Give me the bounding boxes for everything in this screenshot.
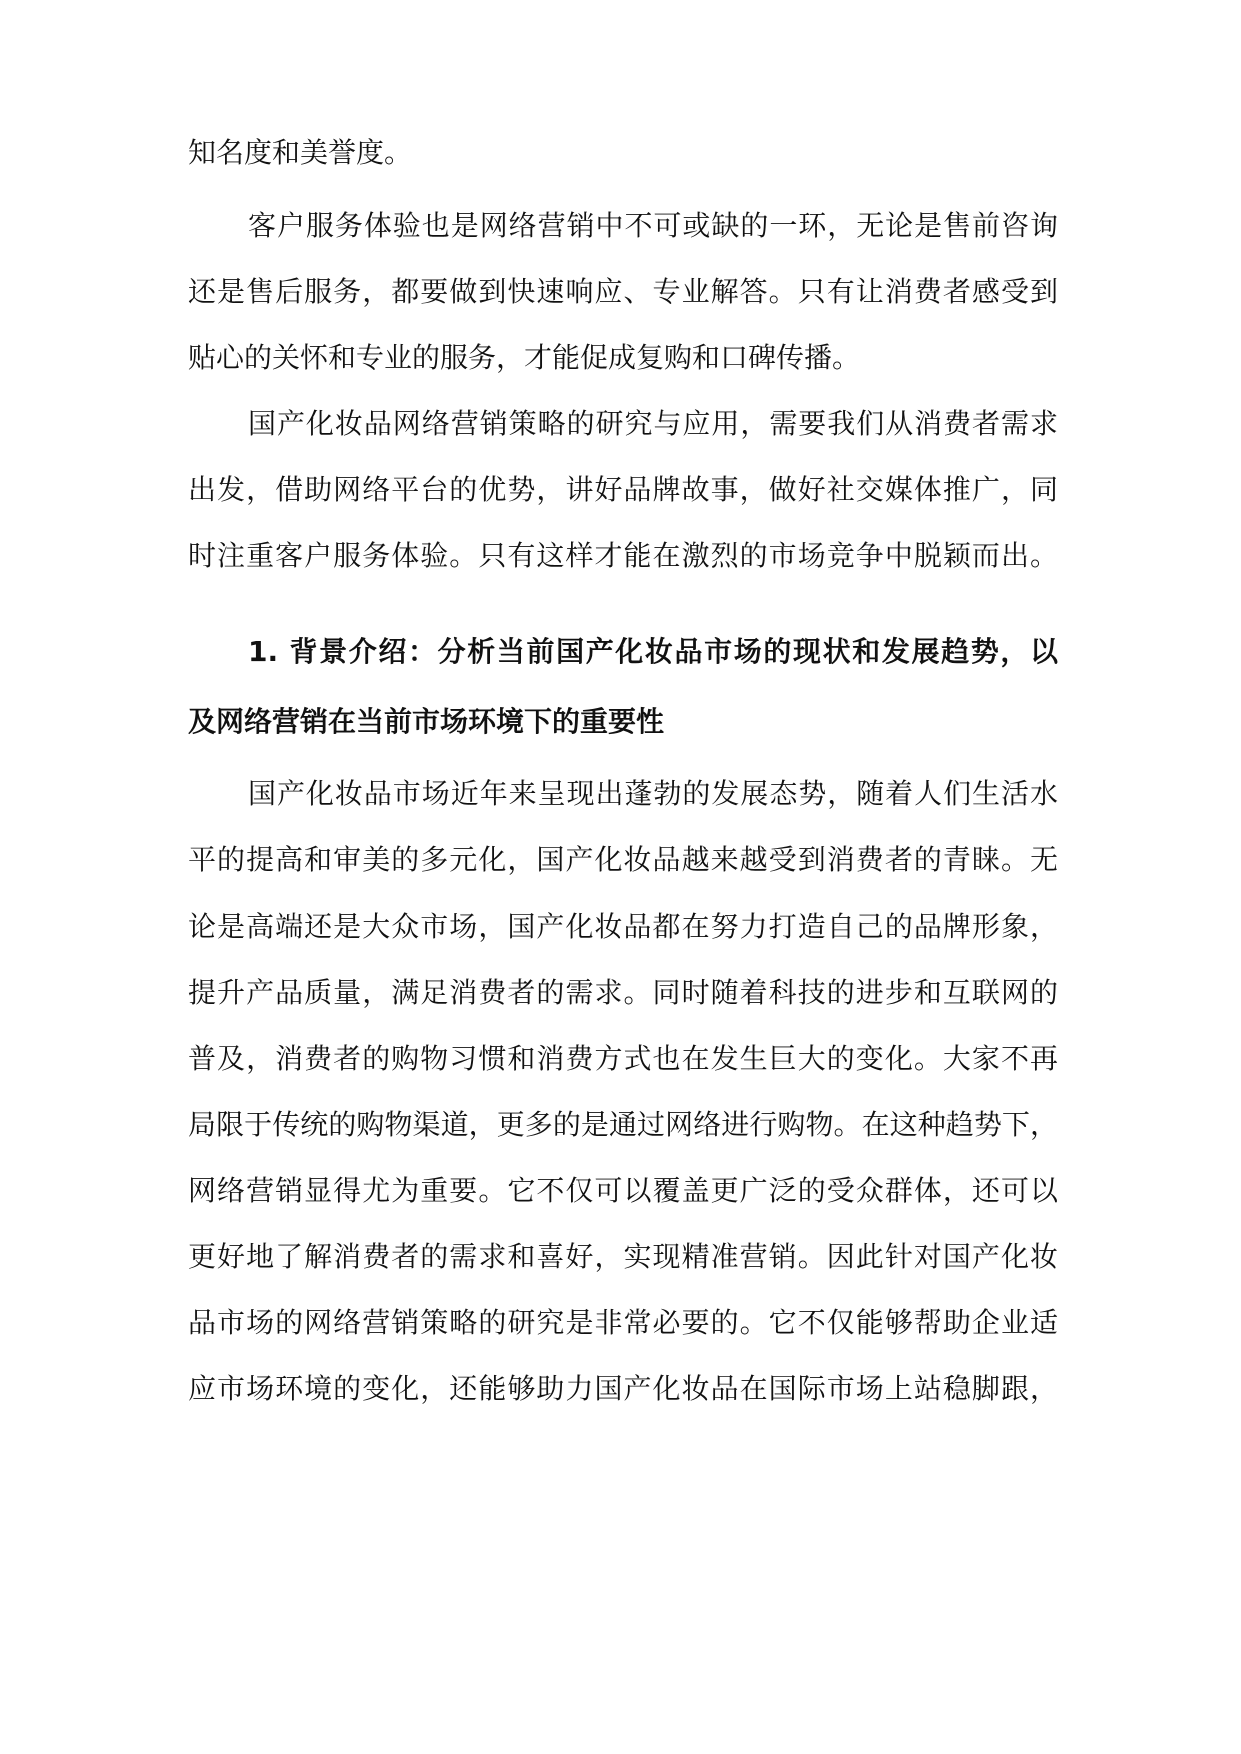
paragraph-line: 时注重客户服务体验。只有这样才能在激烈的市场竞争中脱颖而出。	[188, 539, 1058, 572]
paragraph-line: 普及，消费者的购物习惯和消费方式也在发生巨大的变化。大家不再	[188, 1042, 1058, 1075]
section-heading-line: 1. 背景介绍：分析当前国产化妆品市场的现状和发展趋势，以	[248, 635, 1058, 668]
paragraph-line: 国产化妆品网络营销策略的研究与应用，需要我们从消费者需求	[248, 407, 1058, 440]
paragraph-line: 论是高端还是大众市场，国产化妆品都在努力打造自己的品牌形象，	[188, 910, 1058, 943]
paragraph-line: 出发，借助网络平台的优势，讲好品牌故事，做好社交媒体推广，同	[188, 473, 1058, 506]
paragraph-line: 客户服务体验也是网络营销中不可或缺的一环，无论是售前咨询	[248, 209, 1058, 242]
paragraph-line: 国产化妆品市场近年来呈现出蓬勃的发展态势，随着人们生活水	[248, 777, 1058, 810]
paragraph-line: 品市场的网络营销策略的研究是非常必要的。它不仅能够帮助企业适	[188, 1306, 1058, 1339]
paragraph-line: 网络营销显得尤为重要。它不仅可以覆盖更广泛的受众群体，还可以	[188, 1174, 1058, 1207]
paragraph-line: 提升产品质量，满足消费者的需求。同时随着科技的进步和互联网的	[188, 976, 1058, 1009]
paragraph-line: 还是售后服务，都要做到快速响应、专业解答。只有让消费者感受到	[188, 275, 1058, 308]
section-heading-line: 及网络营销在当前市场环境下的重要性	[188, 705, 665, 738]
paragraph-line: 平的提高和审美的多元化，国产化妆品越来越受到消费者的青睐。无	[188, 843, 1058, 876]
paragraph-line: 局限于传统的购物渠道，更多的是通过网络进行购物。在这种趋势下，	[188, 1108, 1058, 1141]
paragraph-line: 应市场环境的变化，还能够助力国产化妆品在国际市场上站稳脚跟，	[188, 1372, 1058, 1405]
paragraph-line: 知名度和美誉度。	[188, 136, 413, 169]
paragraph-line: 贴心的关怀和专业的服务，才能促成复购和口碑传播。	[188, 341, 861, 374]
paragraph-line: 更好地了解消费者的需求和喜好，实现精准营销。因此针对国产化妆	[188, 1240, 1058, 1273]
